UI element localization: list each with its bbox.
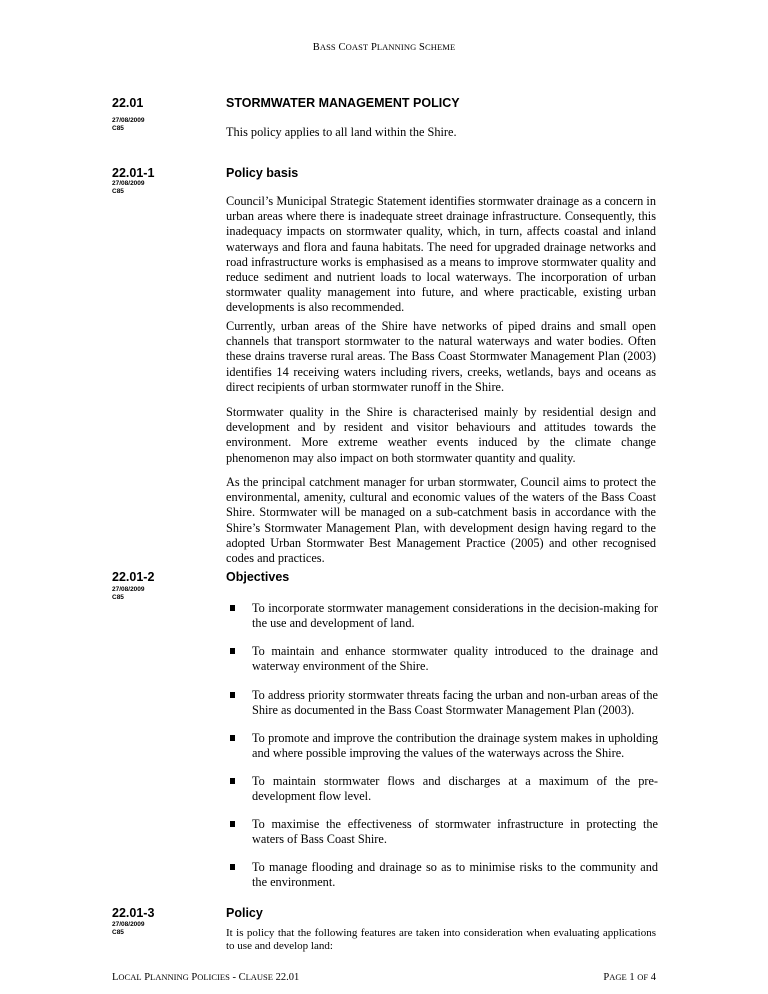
objective-item: To address priority stormwater threats facing the urban and non-urban areas of the Shire as documented in the Bass Coast Stormwater Management Plan (2003). [226, 688, 658, 718]
objective-item: To manage flooding and drainage so as to minimise risks to the community and the environment. [226, 860, 658, 890]
objective-item: To promote and improve the contribution the drainage system makes in upholding and where possible improving the values of the waterways across the Shire. [226, 731, 658, 761]
objective-item: To maintain and enhance stormwater quality introduced to the drainage and waterway environment of the Shire. [226, 644, 658, 674]
basis-paragraph: Stormwater quality in the Shire is characterised mainly by residential design and development and by resident and visitor behaviours and attitudes towards the environment. More extreme weather events induced by the climate change phenomenon may also impact on both stormwater quantity and quality. [226, 405, 656, 465]
intro-paragraph: This policy applies to all land within the Shire. [226, 125, 457, 139]
bullet-square-icon [230, 735, 235, 741]
amendment-code: C85 [112, 593, 124, 601]
amendment-date: 27/08/2009 [112, 921, 145, 928]
section-title: Policy basis [226, 166, 299, 180]
amendment-date: 27/08/2009 [112, 586, 145, 593]
amendment-code: C85 [112, 124, 124, 132]
section-title: Policy [226, 906, 263, 920]
clause-number: 22.01-2 [112, 570, 155, 584]
section-title: STORMWATER MANAGEMENT POLICY [226, 96, 460, 110]
basis-paragraph: Council’s Municipal Strategic Statement identifies stormwater drainage as a concern in urban areas where there is inadequate street drainage infrastructure. Consequently, this inadequacy impacts on stormwater quality, which, in turn, affects coastal and inland waterways and flora and fauna habitats. The need for upgraded drainage networks and road infrastructure works is emphasised as a means to improve stormwater quality and reduce sediment and nutrient loads to local waterways. The incorporation of urban stormwater quality management into future, and where practicable, existing urban developments is also recommended. [226, 194, 656, 315]
bullet-square-icon [230, 864, 235, 870]
bullet-square-icon [230, 778, 235, 784]
running-header: BASS COAST PLANNING SCHEME [312, 42, 456, 53]
clause-number: 22.01-3 [112, 906, 155, 920]
basis-paragraph: As the principal catchment manager for urban stormwater, Council aims to protect the environmental, amenity, cultural and economic values of the waters of the Bass Coast Shire. Stormwater will be managed on a sub-catchment basis in accordance with the Shire’s Stormwater Management Plan, with development design having regard to the adopted Urban Stormwater Best Management Practice (2005) and other recognised codes and practices. [226, 475, 656, 566]
bullet-square-icon [230, 648, 235, 654]
footer-page-number: PAGE 1 OF 4 [603, 972, 656, 983]
footer-clause-reference: LOCAL PLANNING POLICIES - CLAUSE 22.01 [112, 972, 300, 983]
policy-paragraph: It is policy that the following features are taken into consideration when evaluating applications to use and develop land: [226, 927, 656, 952]
bullet-square-icon [230, 692, 235, 698]
clause-number: 22.01-1 [112, 166, 155, 180]
bullet-square-icon [230, 821, 235, 827]
section-title: Objectives [226, 570, 290, 584]
bullet-square-icon [230, 605, 235, 611]
amendment-code: C85 [112, 928, 124, 936]
amendment-meta [112, 180, 145, 195]
amendment-code: C85 [112, 187, 124, 195]
amendment-meta [112, 117, 145, 132]
amendment-date: 27/08/2009 [112, 117, 145, 124]
objective-item: To incorporate stormwater management considerations in the decision-making for the use and development of land. [226, 601, 658, 631]
objective-item: To maximise the effectiveness of stormwater infrastructure in protecting the waters of Bass Coast Shire. [226, 817, 658, 847]
objective-item: To maintain stormwater flows and discharges at a maximum of the pre-development flow level. [226, 774, 658, 804]
amendment-date: 27/08/2009 [112, 180, 145, 187]
amendment-meta [112, 586, 145, 601]
clause-number: 22.01 [112, 96, 144, 110]
basis-paragraph: Currently, urban areas of the Shire have networks of piped drains and small open channels that transport stormwater to the natural waterways and water bodies. Often these drains traverse rural areas. The Bass Coast Stormwater Management Plan (2003) identifies 14 receiving waters including rivers, creeks, wetlands, bays and oceans as direct recipients of urban stormwater runoff in the Shire. [226, 319, 656, 394]
amendment-meta [112, 921, 145, 936]
